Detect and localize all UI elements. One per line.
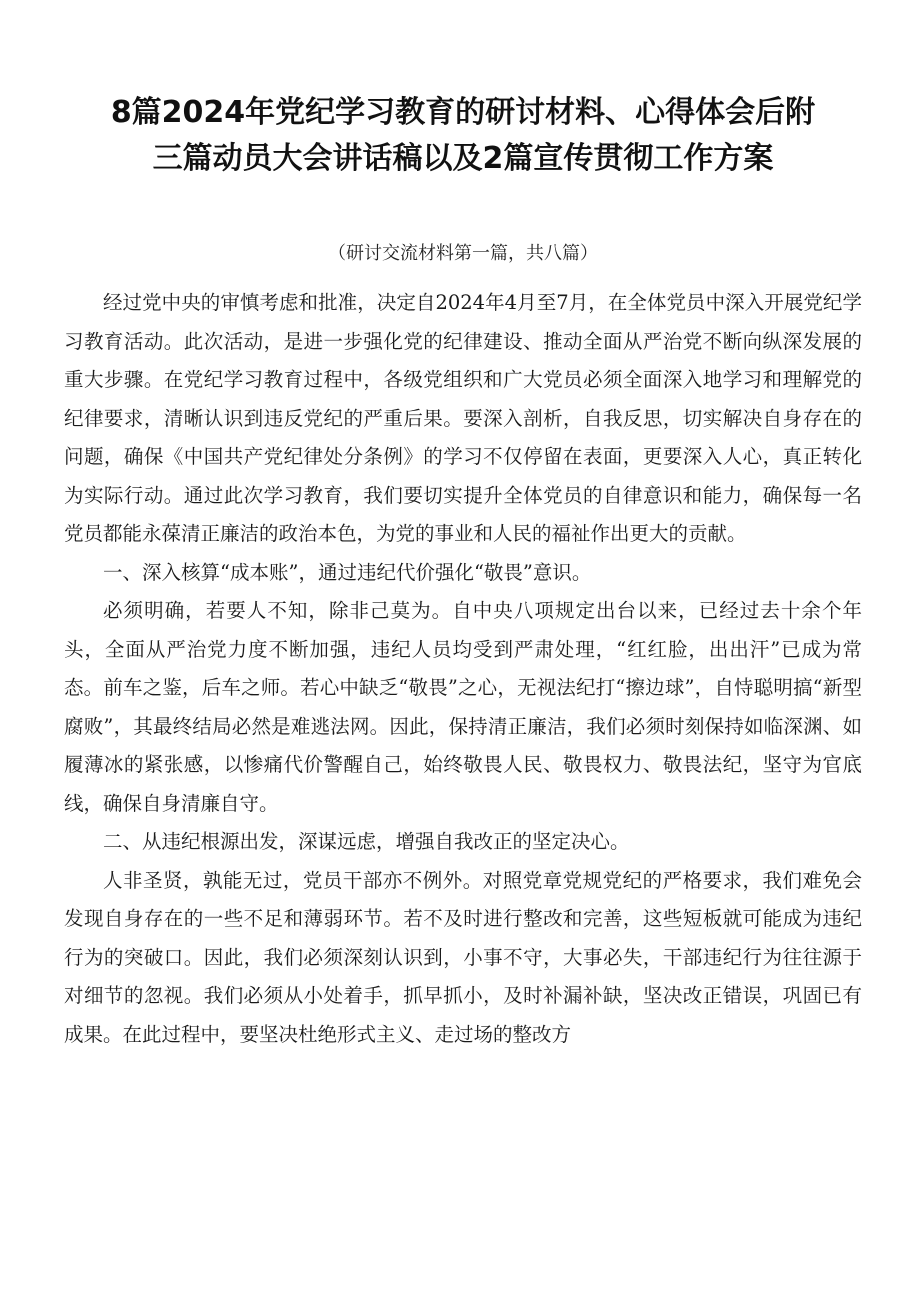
document-subtitle: （研讨交流材料第一篇，共八篇） [328, 243, 598, 264]
paragraph-section-2: 人非圣贤，孰能无过，党员干部亦不例外。对照党章党规党纪的严格要求，我们难免会发现自身存在的一些不足和薄弱环节。若不及时进行整改和完善，这些短板就可能成为违纪行为的突破口。因此，我们必须深刻认识到，小事不守，大事必失，干部违纪行为往往源于对细节的忽视。我们必须从小处着手，抓早抓小，及时补漏补缺，坚决改正错误，巩固已有成果。在此过程中，要坚决杜绝形式主义、走过场的整改方 [64, 868, 862, 1046]
paragraph-section-1: 必须明确，若要人不知，除非己莫为。自中央八项规定出台以来，已经过去十余个年头，全面从严治党力度不断加强，违纪人员均受到严肃处理，“红红脸，出出汗”已成为常态。前车之鉴，后车之师。若心中缺乏“敬畏”之心，无视法纪打“擦边球”，自恃聪明搞“新型腐败”，其最终结局必然是难逃法网。因此，保持清正廉洁，我们必须时刻保持如临深渊、如履薄冰的紧张感，以惨痛代价警醒自己，始终敬畏人民、敬畏权力、敬畏法纪，坚守为官底线，确保自身清廉自守。 [64, 599, 862, 815]
section-heading-1: 一、深入核算“成本账”，通过违纪代价强化“敬畏”意识。 [103, 560, 592, 584]
document-title [64, 90, 862, 182]
paragraph-intro: 经过党中央的审慎考虑和批准，决定自2024年4月至7月，在全体党员中深入开展党纪学习教育活动。此次活动，是进一步强化党的纪律建设、推动全面从严治党不断向纵深发展的重大步骤。在党纪学习教育过程中，各级党组织和广大党员必须全面深入地学习和理解党的纪律要求，清晰认识到违反党纪的严重后果。要深入剖析，自我反思，切实解决自身存在的问题，确保《中国共产党纪律处分条例》的学习不仅停留在表面，更要深入人心，真正转化为实际行动。通过此次学习教育，我们要切实提升全体党员的自律意识和能力，确保每一名党员都能永葆清正廉洁的政治本色，为党的事业和人民的福祉作出更大的贡献。 [64, 291, 862, 545]
title-line-1: 8篇2024年党纪学习教育的研讨材料、心得体会后附 [110, 95, 816, 130]
section-heading-2: 二、从违纪根源出发，深谋远虑，增强自我改正的坚定决心。 [103, 830, 630, 853]
title-line-2: 三篇动员大会讲话稿以及2篇宣传贯彻工作方案 [152, 141, 774, 176]
document-body [64, 284, 862, 1054]
